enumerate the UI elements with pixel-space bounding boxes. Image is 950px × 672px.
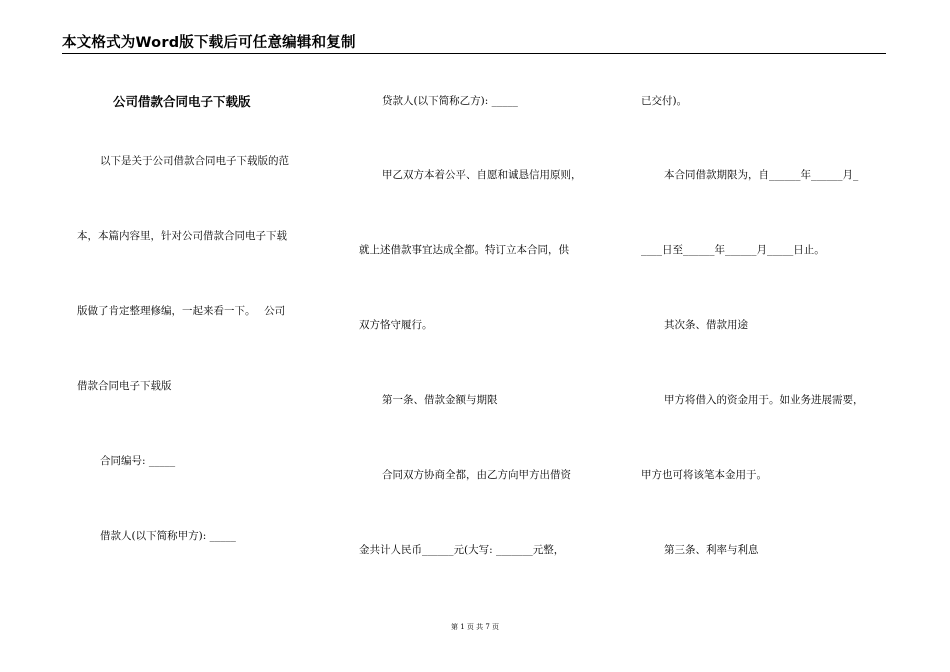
col1-line: 借款人(以下简称甲方): _____	[100, 530, 236, 542]
col2-line: 合同双方协商全都，由乙方向甲方出借资	[382, 469, 571, 481]
page-number: 第 1 页 共 7 页	[450, 623, 500, 631]
page-header: 本文格式为Word版下载后可任意编辑和复制	[62, 35, 356, 51]
col2-line: 贷款人(以下简称乙方): _____	[382, 95, 518, 107]
col3-line: 本合同借款期限为，自______年______月_	[664, 169, 859, 181]
document-title: 公司借款合同电子下载版	[113, 94, 251, 109]
col1-line: 版做了肯定整理修编，一起来看一下。 公司	[77, 305, 286, 317]
col1-line: 以下是关于公司借款合同电子下载版的范	[100, 155, 289, 167]
col1-line: 借款合同电子下载版	[77, 380, 172, 392]
col1-line: 合同编号: _____	[100, 455, 176, 467]
col3-line: 其次条、借款用途	[664, 319, 748, 331]
col3-line: ____日至______年______月_____日止。	[641, 244, 825, 256]
col2-line: 金共计人民币______元(大写: _______元整，	[359, 544, 565, 556]
col3-line: 甲方也可将该笔本金用于。	[641, 469, 767, 481]
col3-line: 甲方将借入的资金用于。如业务进展需要，	[664, 394, 864, 406]
col2-line: 第一条、借款金额与期限	[382, 394, 498, 406]
col2-line: 甲乙双方本着公平、自愿和诚恳信用原则，	[382, 169, 582, 181]
col3-line: 第三条、利率与利息	[664, 544, 759, 556]
col3-line: 已交付)。	[641, 95, 688, 107]
col1-line: 本，本篇内容里，针对公司借款合同电子下载	[77, 230, 287, 242]
col2-line: 双方恪守履行。	[359, 319, 433, 331]
col2-line: 就上述借款事宜达成全都。特订立本合同，供	[359, 244, 569, 256]
header-rule	[62, 53, 886, 54]
